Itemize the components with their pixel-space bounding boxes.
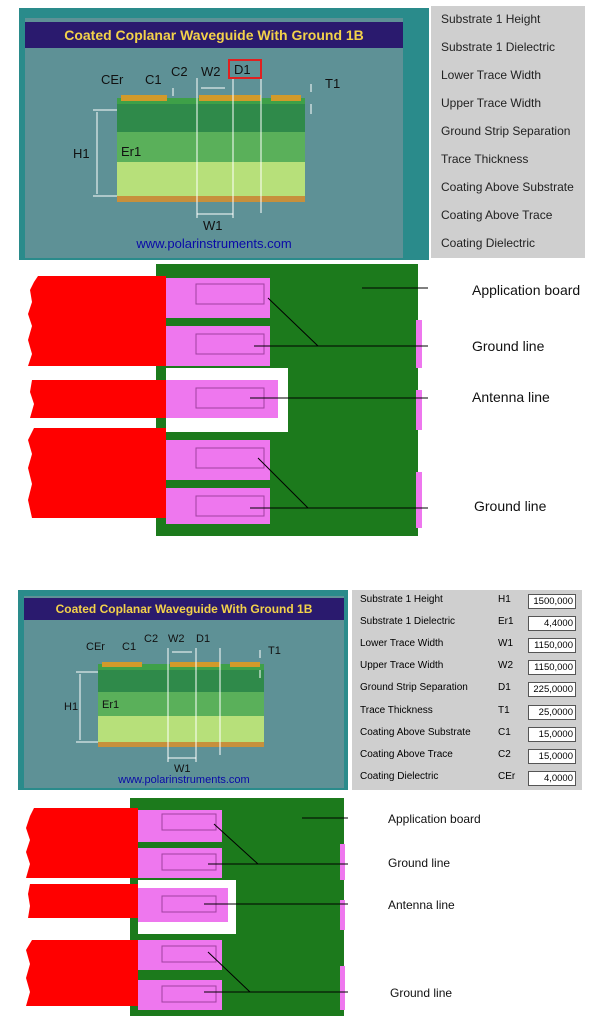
bottom-param-row-3-sym: W2	[498, 660, 513, 671]
top-substrate-light	[117, 162, 305, 196]
bottom-label-er1: Er1	[102, 699, 120, 711]
bottom-label-application-board: Application board	[388, 812, 481, 826]
top-red-block-antenna	[30, 380, 166, 418]
bottom-param-input-cer[interactable]	[528, 771, 576, 786]
bottom-param-input-t1[interactable]	[528, 705, 576, 720]
bottom-param-row-3-label: Upper Trace Width	[360, 660, 444, 671]
bottom-param-row-8-label: Coating Dielectric	[360, 771, 439, 782]
bottom-param-row-7-sym: C2	[498, 749, 511, 760]
top-label-w2: W2	[201, 64, 221, 79]
top-board-illustration	[18, 262, 428, 538]
bottom-param-row-5-sym: T1	[498, 705, 510, 716]
bottom-label-c1: C1	[122, 641, 137, 653]
bottom-label-h1: H1	[64, 701, 79, 713]
top-param-7: Coating Above Trace	[441, 208, 553, 222]
bottom-label-w1: W1	[174, 763, 191, 775]
top-label-c2: C2	[171, 64, 188, 79]
top-label-d1: D1	[234, 62, 251, 77]
top-param-6: Coating Above Substrate	[441, 180, 574, 194]
bottom-label-w2: W2	[168, 633, 185, 645]
top-label-t1: T1	[325, 76, 341, 91]
top-param-5: Trace Thickness	[441, 152, 529, 166]
bottom-param-row-5-label: Trace Thickness	[360, 705, 433, 716]
top-url: www.polarinstruments.com	[136, 236, 292, 251]
bottom-param-row-1-label: Substrate 1 Dielectric	[360, 616, 456, 627]
bottom-label-antenna-line: Antenna line	[388, 898, 455, 912]
bottom-board-illustration	[18, 796, 348, 1018]
bottom-param-row-4-label: Ground Strip Separation	[360, 682, 468, 693]
bottom-param-row-2-sym: W1	[498, 638, 513, 649]
top-signal-trace	[199, 95, 261, 101]
top-panel-title: Coated Coplanar Waveguide With Ground 1B	[25, 22, 403, 48]
bottom-param-input-w1[interactable]	[528, 638, 576, 653]
bottom-param-input-h1[interactable]	[528, 594, 576, 609]
top-param-4: Ground Strip Separation	[441, 124, 571, 138]
bottom-param-row-2-label: Lower Trace Width	[360, 638, 444, 649]
top-ground-plane	[117, 196, 305, 202]
bottom-panel-title: Coated Coplanar Waveguide With Ground 1B	[24, 598, 344, 620]
bottom-param-row-4-sym: D1	[498, 682, 511, 693]
bottom-param-input-c2[interactable]	[528, 749, 576, 764]
top-label-antenna-line: Antenna line	[472, 389, 550, 405]
bottom-param-input-er1[interactable]	[528, 616, 576, 631]
top-right-ground-trace	[271, 95, 301, 101]
top-label-application-board: Application board	[472, 282, 581, 298]
bottom-param-row-8-sym: CEr	[498, 771, 516, 782]
top-label-ground-line-2: Ground line	[474, 498, 547, 514]
top-param-list	[431, 6, 585, 258]
bottom-label-t1: T1	[268, 645, 281, 657]
top-pad-4	[166, 488, 270, 524]
bottom-url: www.polarinstruments.com	[118, 774, 250, 786]
bottom-param-input-d1[interactable]	[528, 682, 576, 697]
top-param-0: Substrate 1 Height	[441, 12, 541, 26]
bottom-param-row-6-label: Coating Above Substrate	[360, 727, 471, 738]
top-label-c1: C1	[145, 72, 162, 87]
top-left-ground-trace	[121, 95, 167, 101]
bottom-label-ground-line-2: Ground line	[390, 986, 453, 1000]
top-substrate-mid	[117, 132, 305, 162]
top-substrate-dark	[117, 104, 305, 132]
top-param-3: Upper Trace Width	[441, 96, 542, 110]
bottom-param-row-6-sym: C1	[498, 727, 511, 738]
top-param-1: Substrate 1 Dielectric	[441, 40, 556, 54]
bottom-param-row-0-sym: H1	[498, 594, 511, 605]
bottom-param-row-1-sym: Er1	[498, 616, 514, 627]
bottom-param-row-7-label: Coating Above Trace	[360, 749, 453, 760]
top-red-block-upper	[28, 276, 166, 366]
top-param-2: Lower Trace Width	[441, 68, 542, 82]
bottom-param-row-0-label: Substrate 1 Height	[360, 594, 443, 605]
bottom-label-c2: C2	[144, 633, 159, 645]
top-label-w1: W1	[203, 218, 223, 233]
bottom-label-d1: D1	[196, 633, 211, 645]
bottom-cross-section	[24, 620, 344, 788]
top-pad-antenna	[166, 380, 278, 418]
bottom-param-input-w2[interactable]	[528, 660, 576, 675]
top-param-8: Coating Dielectric	[441, 236, 536, 250]
top-red-block-lower	[28, 428, 166, 518]
top-cross-section	[25, 48, 403, 258]
bottom-label-cer: CEr	[86, 641, 105, 653]
top-label-ground-line-1: Ground line	[472, 338, 545, 354]
top-label-er1: Er1	[121, 144, 142, 159]
top-label-cer: CEr	[101, 72, 124, 87]
top-label-h1: H1	[73, 146, 90, 161]
bottom-param-input-c1[interactable]	[528, 727, 576, 742]
top-pad-3	[166, 440, 270, 480]
bottom-label-ground-line-1: Ground line	[388, 856, 451, 870]
